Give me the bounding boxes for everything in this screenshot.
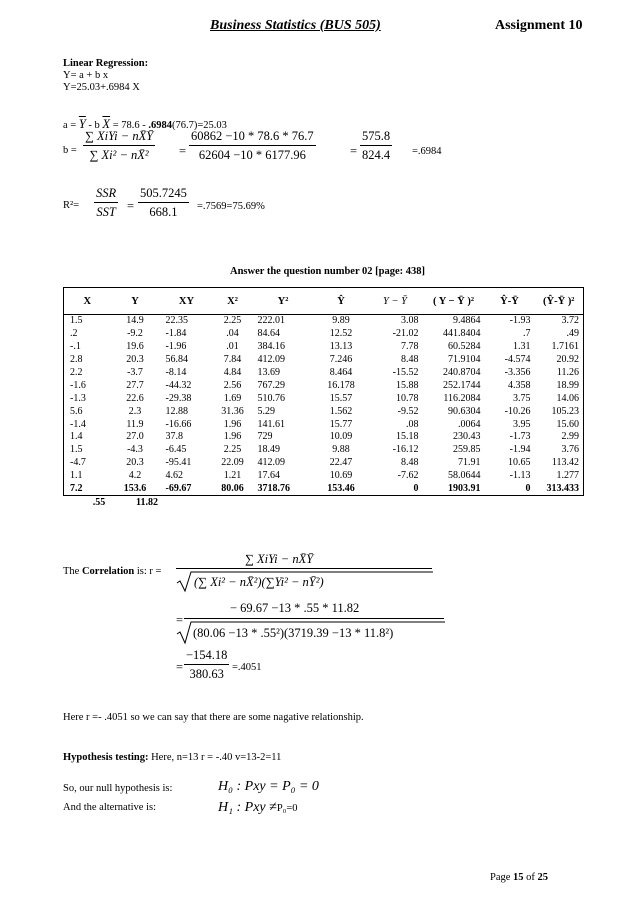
table-cell: -8.14	[165, 367, 187, 378]
table-cell: 3.08	[401, 315, 419, 327]
table-row	[64, 354, 584, 367]
table-cell: 15.88	[396, 379, 419, 391]
table-cell: 22.6	[126, 392, 144, 404]
table-cell: 58.0644	[448, 470, 481, 482]
table-cell: 3.95	[513, 418, 531, 430]
table-cell: .7	[523, 328, 531, 340]
r-squared-result: =.7569=75.69%	[197, 201, 265, 212]
table-cell: 15.60	[535, 418, 584, 431]
table-cell: 27.7	[126, 379, 144, 391]
table-cell: 4.84	[223, 367, 242, 378]
column-header: Ŷ-Ȳ	[485, 288, 535, 315]
column-header: ( Y − Ȳ )²	[423, 288, 485, 315]
correlation-simplified: $\frac{-154.18}{380.63}$	[186, 648, 228, 681]
table-cell: 15.77	[329, 418, 353, 430]
table-cell: -7.62	[397, 470, 419, 482]
regression-model: Y= a + b x	[63, 70, 109, 81]
column-header: Ŷ	[315, 288, 368, 315]
table-cell: 240.8704	[443, 367, 481, 378]
correlation-result: =.4051	[232, 662, 262, 673]
table-cell: 18.99	[535, 379, 584, 392]
table-cell: 153.6	[111, 483, 160, 496]
table-cell: 14.9	[126, 315, 144, 327]
table-cell: 84.64	[257, 328, 280, 340]
table-cell: 259.85	[453, 444, 481, 456]
table-cell: 0	[368, 483, 423, 496]
table-cell: 7.2	[64, 483, 111, 496]
fraction-bar	[184, 618, 444, 619]
table-cell: .55	[92, 496, 106, 508]
table-cell: -6.45	[165, 444, 187, 456]
table-cell: 1.7161	[535, 341, 584, 354]
table-cell: .0064	[458, 418, 481, 430]
table-cell: -15.52	[392, 367, 419, 378]
table-cell: 9.89	[332, 315, 350, 327]
table-cell: 2.2	[64, 367, 111, 380]
table-cell: -4.574	[504, 354, 531, 366]
table-cell: 31.36	[221, 405, 244, 417]
null-hypothesis-expression: H₀ : Pxy = P₀ = 0	[218, 779, 319, 794]
table-cell: -1.94	[509, 444, 531, 456]
table-cell: 1.562	[329, 405, 353, 417]
equals-sign: =	[179, 144, 187, 158]
table-cell: 71.91	[458, 457, 481, 469]
table-cell: 8.48	[401, 457, 419, 469]
table-cell: 10.09	[329, 431, 353, 443]
table-cell: 4.62	[165, 470, 183, 482]
table-cell: 767.29	[257, 379, 285, 391]
table-row	[64, 315, 584, 328]
table-cell: 27.0	[126, 431, 144, 443]
table-cell: -4.7	[64, 457, 111, 470]
table-cell: 222.01	[257, 315, 285, 327]
assignment-label: Assignment 10	[495, 18, 583, 33]
slope-substitution: $\frac{60862 -10 * 78.6 * 76.7}{62604 -10 * 6177.96}$	[191, 129, 314, 162]
table-cell: -95.41	[165, 457, 192, 469]
table-cell: .04	[226, 328, 239, 340]
table-cell: 10.69	[329, 470, 353, 482]
table-cell: 0	[485, 483, 535, 496]
table-row	[64, 328, 584, 341]
table-cell: 1.277	[535, 470, 584, 483]
table-cell: .49	[535, 328, 584, 341]
table-cell: 60.5284	[448, 341, 481, 353]
table-cell: 3718.76	[252, 483, 315, 496]
regression-heading: Linear Regression:	[63, 58, 149, 69]
table-cell: 384.16	[257, 341, 285, 353]
table-cell: 412.09	[257, 354, 285, 366]
correlation-denominator: (∑ Xi² − nX̄²)(∑Yi² − nȲ²)	[194, 575, 324, 589]
table-cell: 412.09	[257, 457, 285, 469]
table-cell: 113.42	[535, 457, 584, 470]
table-cell: -3.7	[127, 367, 143, 378]
alternative-hypothesis-label: And the alternative is:	[63, 802, 157, 813]
equals-sign: =	[127, 199, 135, 213]
table-cell: 19.6	[126, 341, 144, 353]
table-cell: 7.84	[223, 354, 242, 366]
table-cell: -9.2	[127, 328, 143, 340]
null-hypothesis-label: So, our null hypothesis is:	[63, 783, 173, 794]
column-header: X	[64, 288, 111, 315]
table-cell: 1.1	[64, 470, 111, 483]
table-cell: 510.76	[257, 392, 285, 404]
fraction-bar	[176, 568, 432, 569]
table-cell: 153.46	[315, 483, 368, 496]
regression-fitted-equation: Y=25.03+.6984 X	[63, 82, 140, 93]
table-cell: -9.52	[397, 405, 419, 417]
table-cell: 2.99	[535, 431, 584, 444]
table-cell: 5.29	[257, 405, 275, 417]
column-header: Y	[111, 288, 160, 315]
table-cell: 729	[257, 431, 273, 443]
table-cell: 7.246	[329, 354, 353, 366]
table-cell: 11.26	[535, 367, 584, 380]
table-cell: 2.3	[128, 405, 142, 417]
table-cell: 80.06	[214, 483, 252, 496]
table-cell: -1.96	[165, 341, 187, 353]
table-cell: 20.3	[126, 354, 144, 366]
table-cell: 3.75	[513, 392, 531, 404]
table-cell: -1.93	[509, 315, 531, 327]
table-row	[64, 457, 584, 470]
table-cell: -10.26	[504, 405, 531, 417]
table-cell: 22.09	[221, 457, 244, 469]
table-cell: 2.25	[223, 315, 242, 327]
table-cell: 17.64	[257, 470, 280, 482]
table-cell: 1.5	[64, 315, 111, 328]
table-row	[64, 379, 584, 392]
table-cell: 1.21	[223, 470, 242, 482]
table-cell: 116.2084	[443, 392, 481, 404]
table-cell: 1.69	[223, 392, 242, 404]
table-cell: .2	[64, 328, 111, 341]
table-cell: .08	[406, 418, 419, 430]
table-row	[64, 367, 584, 380]
table-header-row	[64, 288, 584, 315]
table-cell: 2.56	[223, 379, 242, 391]
regression-data-table	[63, 287, 584, 509]
table-cell: 15.18	[396, 431, 419, 443]
table-cell: 313.433	[535, 483, 584, 496]
table-row	[64, 431, 584, 444]
table-cell: 4.358	[508, 379, 531, 391]
table-cell: 20.3	[126, 457, 144, 469]
slope-result: =.6984	[412, 146, 442, 157]
intercept-equation: $a = \overline{Y} - b$ $\overline{X} = 78.6 - .6984(76.7)=25.03$	[63, 117, 227, 131]
table-cell: -21.02	[392, 328, 419, 340]
column-header: X²	[214, 288, 252, 315]
table-cell: 8.48	[401, 354, 419, 366]
table-cell: -1.3	[64, 392, 111, 405]
table-cell: -1.4	[64, 418, 111, 431]
table-cell: 12.88	[165, 405, 188, 417]
table-cell: 90.6304	[448, 405, 481, 417]
table-cell: -1.84	[165, 328, 187, 340]
table-cell: 56.84	[165, 354, 188, 366]
table-cell: 8.464	[329, 367, 353, 378]
table-cell: -4.3	[127, 444, 143, 456]
table-cell: 441.8404	[443, 328, 481, 340]
table-cell: -29.38	[165, 392, 192, 404]
table-cell: 71.9104	[448, 354, 481, 366]
interpretation-text: Here r =- .4051 so we can say that there are some nagative relationship.	[63, 712, 364, 723]
slope-formula: ∑ XiYi − nX̄Ȳ ∑ Xi² − nX̄²	[85, 129, 154, 162]
table-cell: 9.4864	[453, 315, 481, 327]
table-cell: 22.35	[165, 315, 188, 327]
table-cell: 16.178	[327, 379, 355, 391]
table-cell: 1.4	[64, 431, 111, 444]
column-header: XY	[160, 288, 214, 315]
table-cell: 105.23	[535, 405, 584, 418]
table-cell: 5.6	[64, 405, 111, 418]
r-squared-substitution: $\frac{505.7245}{668.1}$	[140, 186, 187, 219]
table-row	[64, 470, 584, 483]
table-cell: 4.2	[128, 470, 142, 482]
table-cell: 37.8	[165, 431, 183, 443]
table-cell: 141.61	[257, 418, 285, 430]
correlation-numerator: ∑ XiYi − nX̄Ȳ	[245, 552, 314, 566]
table-cell: 1.5	[64, 444, 111, 457]
table-row	[64, 341, 584, 354]
column-header: (Ŷ-Ȳ )²	[535, 288, 584, 315]
hypothesis-line: Hypothesis testing: Here, n=13 r = -.40 v=13-2=11	[63, 752, 282, 763]
table-cell: -1.6	[64, 379, 111, 392]
table-row	[64, 418, 584, 431]
table-cell: 11.9	[126, 418, 144, 430]
table-cell: 1.96	[223, 431, 242, 443]
r-squared-formula: SSR SST	[96, 186, 117, 219]
table-cell: 12.52	[329, 328, 353, 340]
column-header: Y²	[252, 288, 315, 315]
table-cell: 20.92	[535, 354, 584, 367]
table-cell: -1.13	[509, 470, 531, 482]
table-cell: 7.78	[401, 341, 419, 353]
column-header: Y − Ȳ	[368, 288, 423, 315]
document-course-title: Business Statistics (BUS 505)	[210, 18, 381, 33]
table-cell: -44.32	[165, 379, 192, 391]
table-cell: 230.43	[453, 431, 481, 443]
table-cell: 15.57	[329, 392, 353, 404]
table-caption: Answer the question number 02 [page: 438]	[230, 266, 426, 277]
equals-sign: =	[176, 660, 184, 674]
table-row	[64, 444, 584, 457]
table-cell: 1.96	[223, 418, 242, 430]
table-cell: .01	[226, 341, 239, 353]
table-cell: -16.66	[165, 418, 192, 430]
table-row	[64, 405, 584, 418]
table-cell: 252.1744	[443, 379, 481, 391]
table-cell: 13.69	[257, 367, 280, 378]
table-cell: 3.72	[535, 315, 584, 328]
table-cell: 22.47	[329, 457, 353, 469]
table-cell: 10.65	[508, 457, 531, 469]
alternative-hypothesis-expression: H₁ : Pxy ≠P₀=0	[218, 800, 298, 815]
correlation-numerator-values: − 69.67 −13 * .55 * 11.82	[230, 601, 360, 615]
slope-simplified: $\frac{575.8}{824.4}$	[362, 129, 391, 162]
table-total-row	[64, 483, 584, 496]
table-cell: -16.12	[392, 444, 419, 456]
table-cell: 18.49	[257, 444, 280, 456]
table-cell: -3.356	[504, 367, 531, 378]
table-cell: 1.31	[513, 341, 531, 353]
table-cell: 1903.91	[423, 483, 485, 496]
table-cell: 3.76	[535, 444, 584, 457]
equals-sign: =	[176, 613, 184, 627]
table-cell: 9.88	[332, 444, 350, 456]
table-cell: -1.73	[509, 431, 531, 443]
page-number: Page 15 of 25	[490, 872, 549, 883]
table-cell: -.1	[64, 341, 111, 354]
table-cell: 2.8	[64, 354, 111, 367]
slope-label: b =	[63, 145, 77, 156]
table-row	[64, 392, 584, 405]
table-cell: 10.78	[396, 392, 419, 404]
correlation-denominator-values: (80.06 −13 * .55²)(3719.39 −13 * 11.8²)	[193, 626, 394, 640]
table-cell: 13.13	[329, 341, 353, 353]
table-cell: -69.67	[160, 483, 214, 496]
table-cell: 14.06	[535, 392, 584, 405]
table-means-row	[64, 496, 584, 509]
table-cell: 11.82	[136, 496, 158, 508]
correlation-label: The Correlation is: r =	[63, 566, 162, 577]
equals-sign: =	[350, 144, 358, 158]
table-cell: 2.25	[223, 444, 242, 456]
r-squared-label: R²=	[63, 200, 80, 211]
